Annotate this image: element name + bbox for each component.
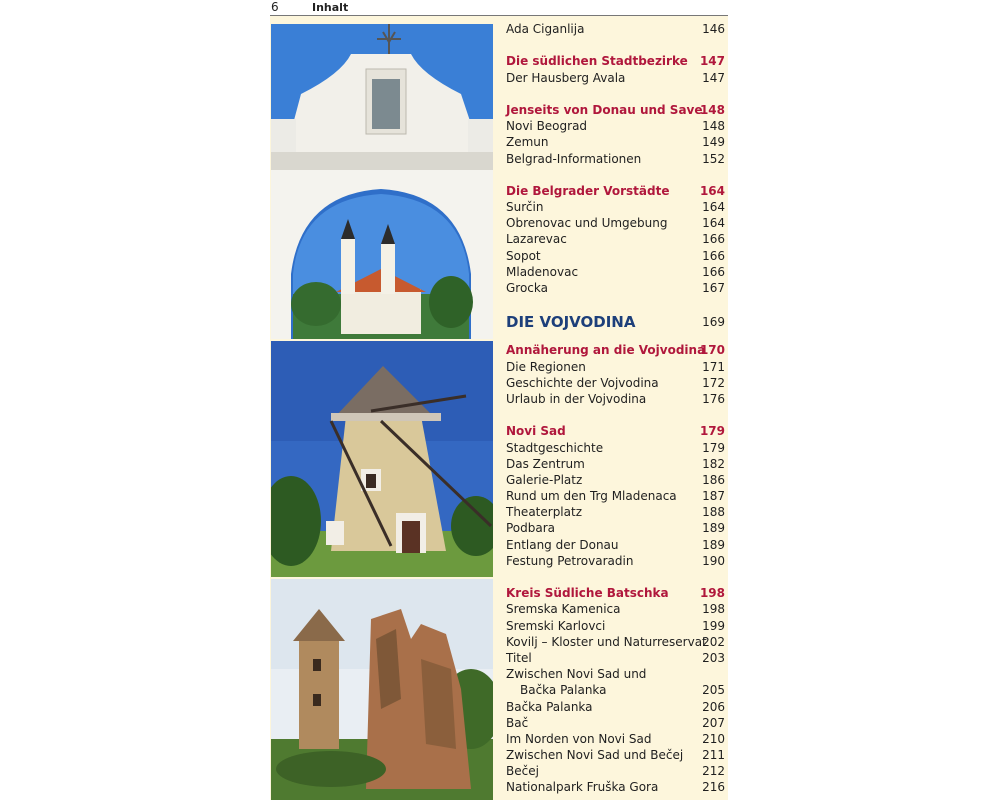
toc-entry-title: Surčin xyxy=(506,200,544,215)
toc-entry-title: Rund um den Trg Mladenaca xyxy=(506,489,677,504)
toc-entry xyxy=(506,231,725,247)
toc-entry-title: Bačka Palanka xyxy=(506,699,593,714)
toc-entry xyxy=(506,280,725,296)
toc-entry-title: Die südlichen Stadtbezirke xyxy=(506,54,688,69)
toc-entry-page: 169 xyxy=(702,315,725,330)
photo-church-gate xyxy=(271,24,493,339)
toc-entry-title: Galerie-Platz xyxy=(506,472,583,487)
toc-entry xyxy=(506,118,725,134)
toc-entry-page: 164 xyxy=(702,216,725,231)
toc-entry-title: Zwischen Novi Sad und Bečej xyxy=(506,748,684,763)
toc-entry-page: 166 xyxy=(702,264,725,279)
table-of-contents xyxy=(506,21,725,796)
toc-entry-title: Der Hausberg Avala xyxy=(506,70,626,85)
toc-entry-title: Lazarevac xyxy=(506,232,567,247)
toc-spacer xyxy=(506,37,725,53)
toc-entry-page: 199 xyxy=(702,618,725,633)
toc-entry-title: Novi Sad xyxy=(506,424,566,439)
toc-entry-page: 205 xyxy=(702,683,725,698)
toc-entry-title: Stadtgeschichte xyxy=(506,440,604,455)
toc-entry-title: Das Zentrum xyxy=(506,456,585,471)
toc-entry-page: 206 xyxy=(702,699,725,714)
toc-section-heading xyxy=(506,102,725,118)
toc-entry xyxy=(506,779,725,795)
toc-spacer xyxy=(506,86,725,102)
toc-spacer xyxy=(506,407,725,423)
toc-chapter-heading xyxy=(506,312,725,332)
toc-section-heading xyxy=(506,585,725,601)
toc-entry-title: Grocka xyxy=(506,281,548,295)
toc-entry-title: Belgrad-Informationen xyxy=(506,151,642,166)
toc-entry-page: 166 xyxy=(702,248,725,263)
toc-entry-page: 147 xyxy=(702,70,725,85)
toc-entry-page: 187 xyxy=(702,489,725,504)
toc-entry-page: 149 xyxy=(702,135,725,150)
toc-spacer xyxy=(506,167,725,183)
toc-entry-page: 164 xyxy=(699,183,725,198)
toc-entry-page: 216 xyxy=(702,780,725,795)
toc-entry-page: 167 xyxy=(702,281,725,295)
toc-entry-title: Zemun xyxy=(506,135,549,150)
toc-entry-page: 182 xyxy=(702,456,725,471)
toc-entry-page: 164 xyxy=(702,200,725,215)
toc-entry xyxy=(506,666,725,682)
toc-entry-page: 212 xyxy=(702,764,725,779)
toc-entry-title: Novi Beograd xyxy=(506,119,588,134)
toc-entry xyxy=(506,504,725,520)
toc-entry xyxy=(506,472,725,488)
toc-entry-title: Sopot xyxy=(506,248,541,263)
toc-entry-page: 166 xyxy=(702,232,725,247)
toc-entry xyxy=(506,440,725,456)
toc-entry-page: 146 xyxy=(702,22,725,36)
toc-entry xyxy=(506,537,725,553)
toc-section-heading xyxy=(506,183,725,199)
toc-entry-page: 147 xyxy=(699,54,725,69)
toc-entry xyxy=(506,264,725,280)
toc-entry-title: Im Norden von Novi Sad xyxy=(506,731,652,746)
toc-entry xyxy=(506,601,725,617)
toc-entry xyxy=(506,618,725,634)
toc-entry-title: Titel xyxy=(506,650,532,665)
toc-entry-title: DIE VOJVODINA xyxy=(506,313,636,332)
toc-entry xyxy=(506,70,725,86)
toc-entry xyxy=(506,634,725,650)
toc-entry xyxy=(506,199,725,215)
toc-entry-title: Sremski Karlovci xyxy=(506,618,606,633)
toc-entry xyxy=(506,731,725,747)
toc-entry-title: Obrenovac und Umgebung xyxy=(506,216,668,231)
toc-entry xyxy=(506,520,725,536)
toc-entry-page: 189 xyxy=(702,521,725,536)
toc-entry xyxy=(506,747,725,763)
toc-entry-title: Sremska Kamenica xyxy=(506,602,621,617)
toc-entry-page: 152 xyxy=(702,151,725,166)
toc-entry-title: Urlaub in der Vojvodina xyxy=(506,391,647,406)
toc-entry-page: 179 xyxy=(699,424,725,439)
toc-entry-title: Geschichte der Vojvodina xyxy=(506,375,659,390)
toc-entry xyxy=(506,248,725,264)
toc-section-heading xyxy=(506,53,725,69)
toc-spacer xyxy=(506,332,725,342)
toc-section-heading xyxy=(506,342,725,358)
toc-entry-page: 190 xyxy=(702,553,725,568)
toc-entry-page: 210 xyxy=(702,731,725,746)
toc-entry-title: Nationalpark Fruška Gora xyxy=(506,780,659,795)
toc-entry xyxy=(506,151,725,167)
toc-entry xyxy=(506,359,725,375)
toc-entry-page: 172 xyxy=(702,375,725,390)
toc-entry xyxy=(506,763,725,779)
toc-entry xyxy=(506,21,725,37)
toc-entry-page: 148 xyxy=(702,119,725,134)
toc-entry xyxy=(506,375,725,391)
toc-entry xyxy=(506,134,725,150)
toc-entry-page: 207 xyxy=(702,715,725,730)
running-title: Inhalt xyxy=(312,1,349,14)
toc-spacer xyxy=(506,296,725,312)
toc-entry-page: 171 xyxy=(702,359,725,374)
toc-entry-title: Bač xyxy=(506,715,529,730)
toc-entry-title: Podbara xyxy=(506,521,556,536)
toc-entry-page: 188 xyxy=(702,505,725,520)
toc-entry-page: 198 xyxy=(702,602,725,617)
toc-entry-title: Bačka Palanka xyxy=(520,683,607,698)
toc-entry xyxy=(506,488,725,504)
toc-entry-title: Entlang der Donau xyxy=(506,537,619,552)
toc-entry-title: Bečej xyxy=(506,764,539,779)
toc-entry-page: 202 xyxy=(702,634,725,649)
page-number: 6 xyxy=(271,0,279,14)
toc-entry xyxy=(506,699,725,715)
toc-entry xyxy=(506,553,725,569)
toc-entry-title: Kreis Südliche Batschka xyxy=(506,586,669,601)
toc-entry-title: Die Belgrader Vorstädte xyxy=(506,183,670,198)
toc-entry-title: Mladenovac xyxy=(506,264,579,279)
toc-entry-page: 176 xyxy=(702,391,725,406)
toc-entry-page: 203 xyxy=(702,650,725,665)
toc-entry-page: 198 xyxy=(699,586,725,601)
toc-entry-page: 186 xyxy=(702,472,725,487)
photo-windmill xyxy=(271,341,493,577)
toc-entry-title: Die Regionen xyxy=(506,359,586,374)
toc-entry xyxy=(506,215,725,231)
toc-spacer xyxy=(506,569,725,585)
toc-entry-title: Annäherung an die Vojvodina xyxy=(506,343,706,358)
toc-entry xyxy=(506,650,725,666)
toc-entry-page: 170 xyxy=(699,343,725,358)
toc-entry-page: 211 xyxy=(702,748,725,763)
toc-entry-title: Kovilj – Kloster und Naturreservat xyxy=(506,634,707,649)
toc-entry-title: Zwischen Novi Sad und xyxy=(506,667,647,682)
photo-tower-ruins xyxy=(271,579,493,800)
toc-entry-page: 189 xyxy=(702,537,725,552)
toc-entry xyxy=(506,391,725,407)
toc-entry-title: Theaterplatz xyxy=(506,505,583,520)
toc-entry-title: Festung Petrovaradin xyxy=(506,553,634,568)
toc-entry-title: Jenseits von Donau und Save xyxy=(506,102,703,117)
toc-entry-title: Ada Ciganlija xyxy=(506,22,585,36)
toc-entry xyxy=(506,456,725,472)
toc-entry xyxy=(506,682,725,698)
toc-entry xyxy=(506,715,725,731)
toc-entry-page: 148 xyxy=(699,102,725,117)
toc-entry-page: 179 xyxy=(702,440,725,455)
toc-section-heading xyxy=(506,423,725,439)
